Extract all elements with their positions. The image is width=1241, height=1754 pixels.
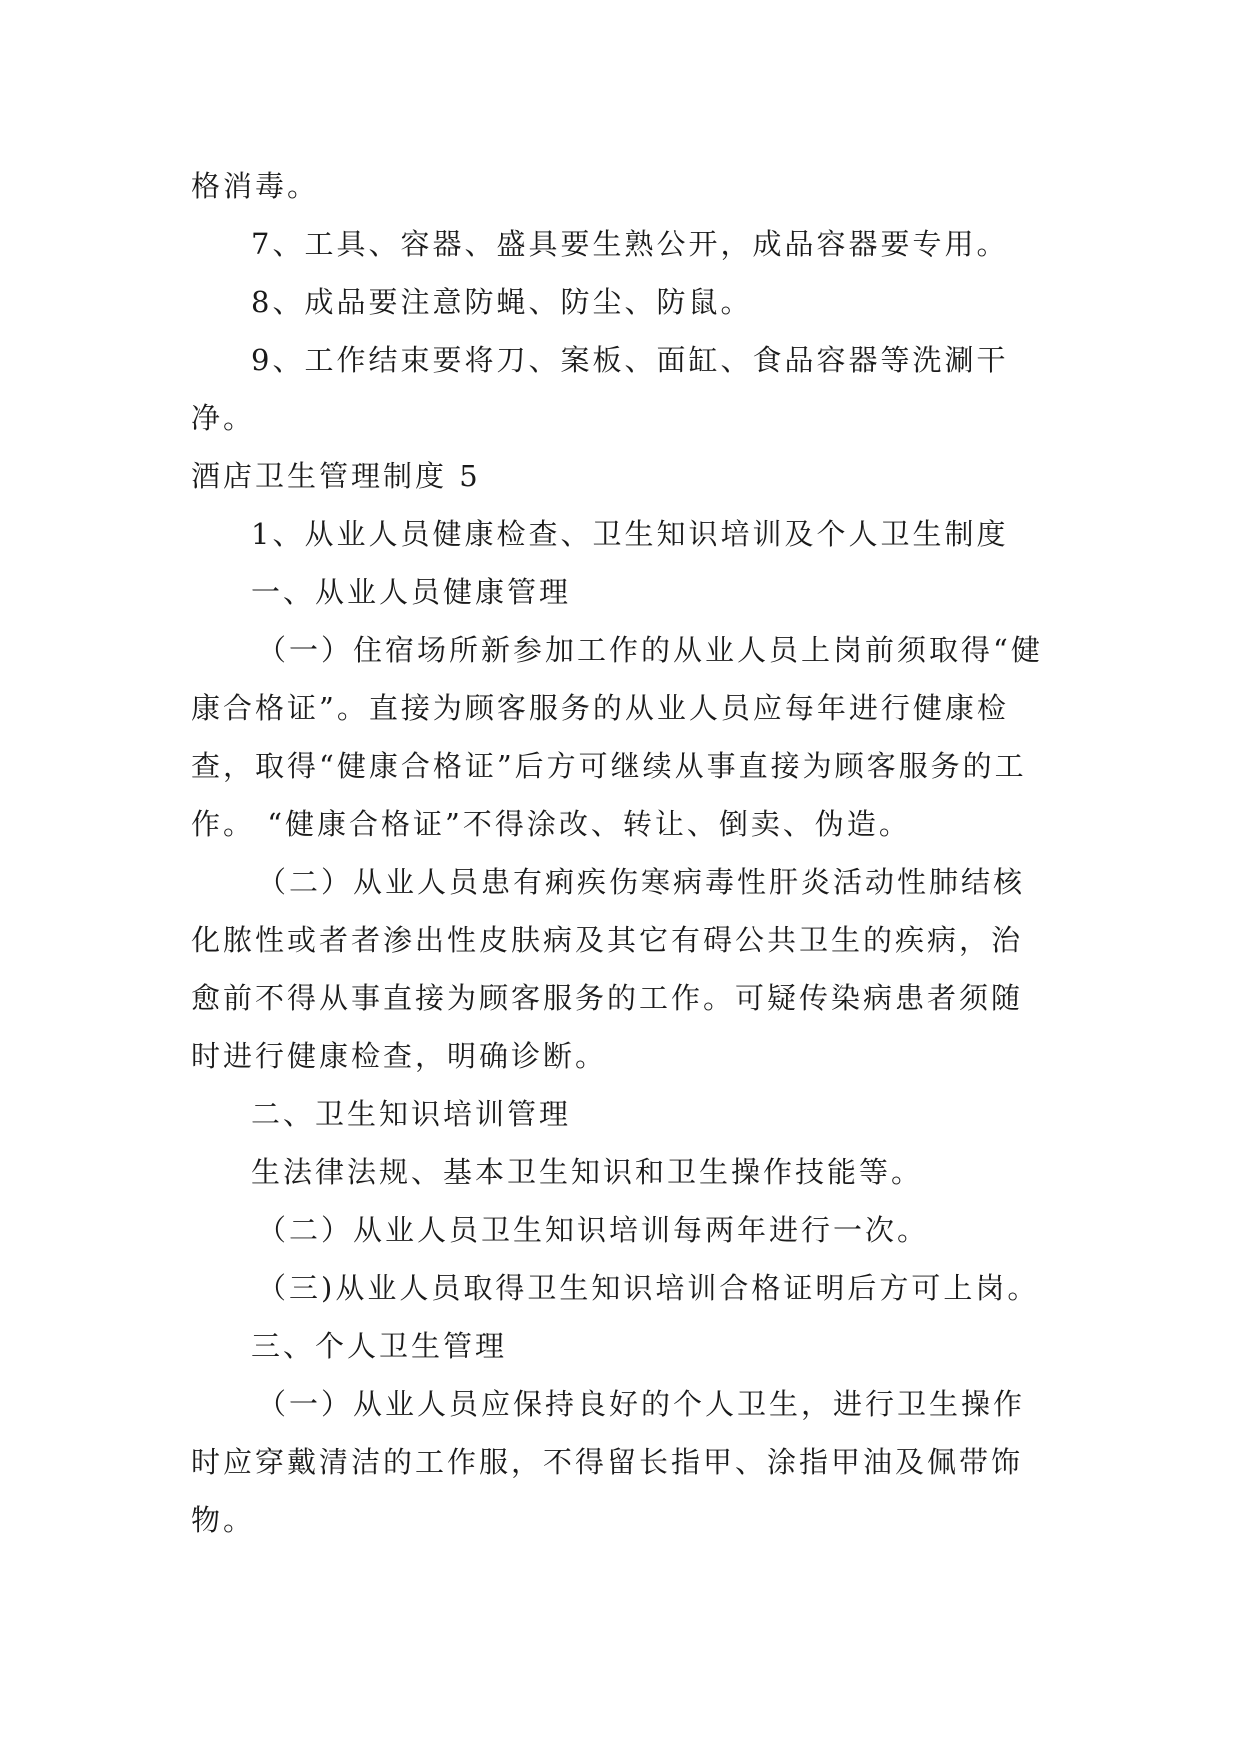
paragraph: （二）从业人员卫生知识培训每两年进行一次。	[257, 1213, 930, 1247]
subsection-heading: 一、从业人员健康管理	[251, 575, 572, 609]
paragraph: 1、从业人员健康检查、卫生知识培训及个人卫生制度	[251, 517, 1009, 551]
paragraph: 格消毒。	[191, 169, 320, 203]
subsection-heading: 二、卫生知识培训管理	[251, 1097, 572, 1131]
paragraph: （一）住宿场所新参加工作的从业人员上岗前须取得“健康合格证”。直接为顾客服务的从业人员应每年进行健康检查，取得“健康合格证”后方可继续从事直接为顾客服务的工作。 “健康合格证”不得涂改、转让、倒卖、伪造。	[191, 633, 1043, 841]
section-heading: 酒店卫生管理制度 5	[191, 459, 481, 493]
paragraph: （三)从业人员取得卫生知识培训合格证明后方可上岗。	[257, 1271, 1040, 1305]
paragraph: （一）从业人员应保持良好的个人卫生，进行卫生操作时应穿戴清洁的工作服，不得留长指甲、涂指甲油及佩带饰物。	[191, 1387, 1026, 1537]
paragraph: 生法律法规、基本卫生知识和卫生操作技能等。	[251, 1155, 924, 1189]
paragraph: 7、工具、容器、盛具要生熟公开，成品容器要专用。	[251, 227, 1009, 261]
document-body	[191, 157, 1051, 1549]
paragraph: 8、成品要注意防蝇、防尘、防鼠。	[251, 285, 753, 319]
paragraph: 9、工作结束要将刀、案板、面缸、食品容器等洗涮干净。	[191, 343, 1009, 435]
subsection-heading: 三、个人卫生管理	[251, 1329, 508, 1363]
paragraph: （二）从业人员患有痢疾伤寒病毒性肝炎活动性肺结核化脓性或者者渗出性皮肤病及其它有碍公共卫生的疾病，治愈前不得从事直接为顾客服务的工作。可疑传染病患者须随时进行健康检查，明确诊断。	[191, 865, 1026, 1073]
